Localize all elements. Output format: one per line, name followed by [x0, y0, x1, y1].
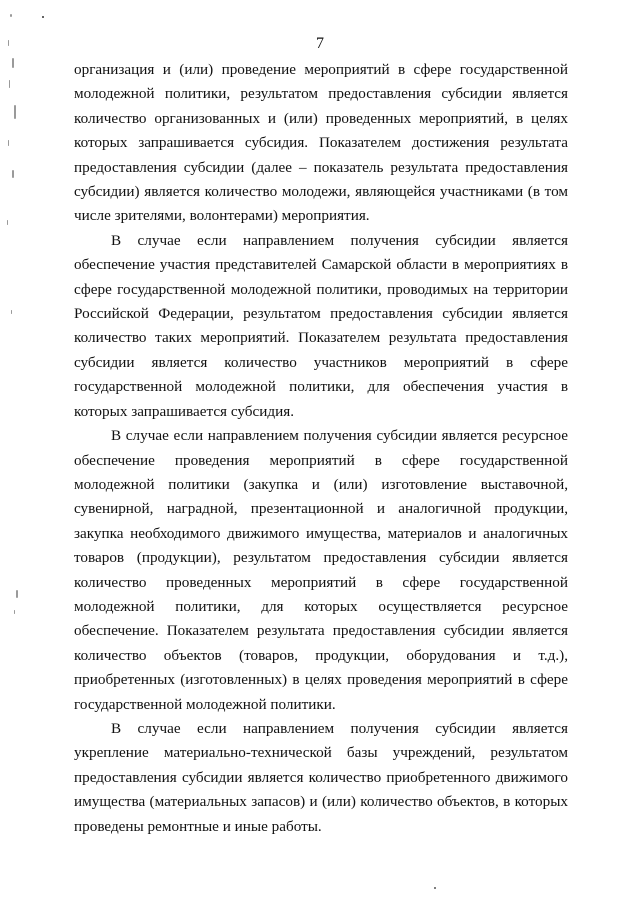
paragraph-4: В случае если направлением получения субсидии является укрепление материально-технической базы учреждений, результатом предоставления субсидии является количество приобретенного движимого имущества (материальных запасов) и (или) количество объектов, в которых проведены ремонтные и иные работы.: [74, 719, 568, 835]
scan-margin-artifacts: [2, 10, 32, 610]
paragraph-2: В случае если направлением получения субсидии является обеспечение участия представителей Самарской области в мероприятиях в сфере государственной молодежной политики, проводимых на территории Российской Федерации, результатом предоставления субсидии является количество таких мероприятий. Показателем результата предоставления субсидии является количество участников мероприятий в сфере государственной молодежной политики, для обеспечения участия в которых запрашивается субсидия.: [74, 231, 568, 420]
paragraph-1: организация и (или) проведение мероприятий в сфере государственной молодежной политики, результатом предоставления субсидии является количество организованных и (или) проведенных мероприятий, в целях которых запрашивается субсидия. Показателем достижения результата предоставления субсидии (далее – показатель результата предоставления субсидии) является количество молодежи, являющейся участниками (в том числе зрителями, волонтерами) мероприятия.: [74, 61, 568, 225]
document-body: [74, 58, 568, 839]
scan-dot: [434, 887, 436, 889]
page-number: 7: [316, 35, 324, 52]
paragraph-3: В случае если направлением получения субсидии является ресурсное обеспечение проведения мероприятий в сфере государственной молодежной политики (закупка и (или) изготовление выставочной, сувенирной, наградной, презентационной и аналогичной продукции, закупка необходимого движимого имущества, материалов и аналогичных товаров (продукции), результатом предоставления субсидии является количество проведенных мероприятий в сфере государственной молодежной политики, для которых осуществляется ресурсное обеспечение. Показателем результата предоставления субсидии является количество объектов (товаров, продукции, оборудования и т.д.), приобретенных (изготовленных) в целях проведения мероприятий в сфере государственной молодежной политики.: [74, 427, 568, 713]
